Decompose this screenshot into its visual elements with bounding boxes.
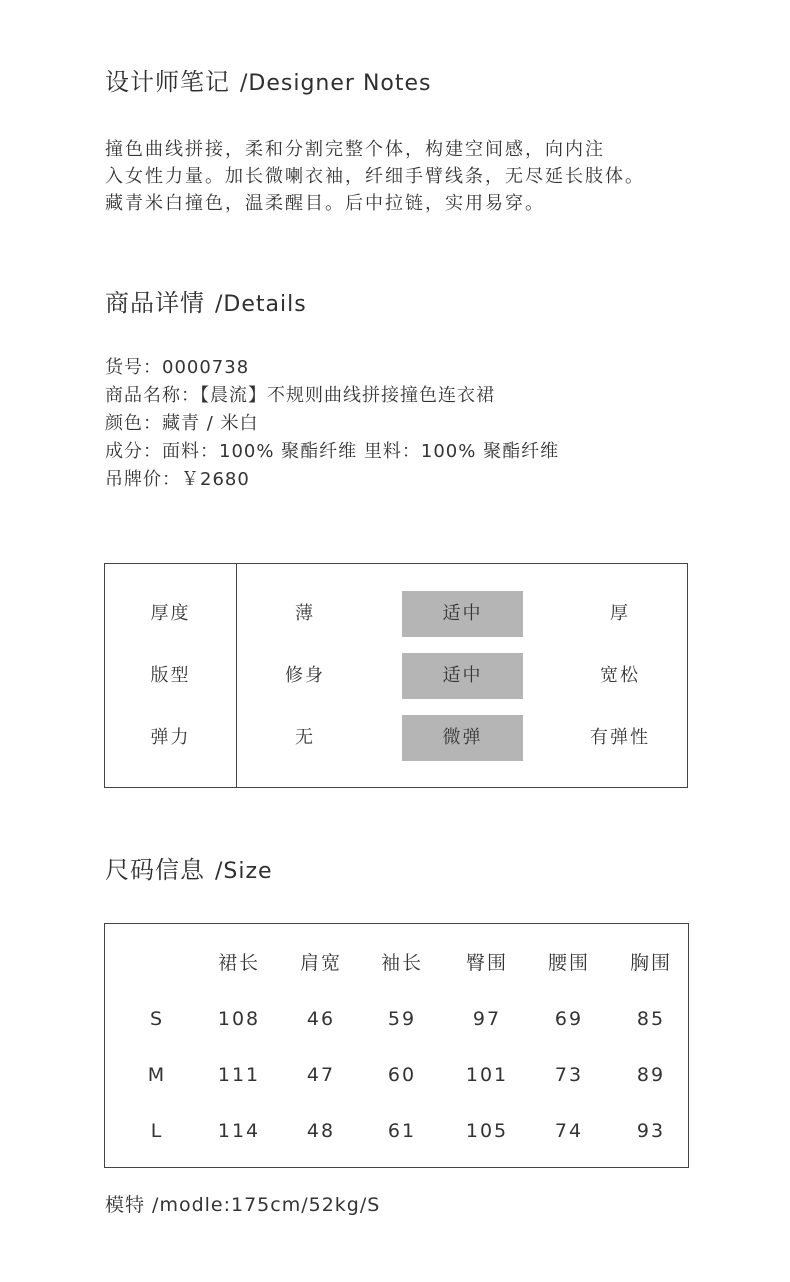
attribute-row-elasticity xyxy=(105,715,687,761)
size-value: 61 xyxy=(387,1120,417,1142)
attribute-option: 薄 xyxy=(295,603,315,624)
details-title-en: /Details xyxy=(215,292,307,317)
details-title-cn: 商品详情 xyxy=(105,289,205,317)
size-header: 腰围 xyxy=(547,952,590,974)
details-line-price: 吊牌价：￥2680 xyxy=(105,469,250,490)
size-title-en: /Size xyxy=(215,859,273,884)
attribute-option: 适中 xyxy=(402,591,523,637)
size-value: 74 xyxy=(554,1120,584,1142)
size-header: 肩宽 xyxy=(299,952,342,974)
size-label: L xyxy=(150,1120,164,1142)
size-value: 105 xyxy=(465,1120,509,1142)
attribute-label: 版型 xyxy=(150,665,191,686)
size-title xyxy=(105,850,273,885)
size-value: 97 xyxy=(472,1008,502,1030)
attribute-label: 弹力 xyxy=(150,727,191,748)
attribute-row-fit xyxy=(105,653,687,699)
designer-notes-title xyxy=(105,62,431,97)
size-value: 101 xyxy=(465,1064,509,1086)
size-table xyxy=(104,923,689,1168)
notes-line: 藏青米白撞色，温柔醒目。后中拉链，实用易穿。 xyxy=(105,193,545,214)
notes-line: 撞色曲线拼接，柔和分割完整个体，构建空间感，向内注 xyxy=(105,139,605,160)
size-value: 89 xyxy=(636,1064,666,1086)
size-value: 108 xyxy=(217,1008,261,1030)
size-label: S xyxy=(149,1008,165,1030)
size-value: 69 xyxy=(554,1008,584,1030)
size-title-cn: 尺码信息 xyxy=(105,856,205,884)
details-list xyxy=(105,354,559,494)
size-value: 60 xyxy=(387,1064,417,1086)
notes-line: 入女性力量。加长微喇衣袖，纤细手臂线条，无尽延长肢体。 xyxy=(105,166,645,187)
size-value: 73 xyxy=(554,1064,584,1086)
size-value: 114 xyxy=(217,1120,261,1142)
size-value: 85 xyxy=(636,1008,666,1030)
details-title xyxy=(105,283,307,318)
size-value: 48 xyxy=(306,1120,336,1142)
size-label: M xyxy=(147,1064,167,1086)
details-line-name: 商品名称：【晨流】不规则曲线拼接撞色连衣裙 xyxy=(105,385,495,406)
size-header: 裙长 xyxy=(217,952,260,974)
size-value: 111 xyxy=(217,1064,261,1086)
attribute-row-thickness xyxy=(105,591,687,637)
designer-notes-title-en: /Designer Notes xyxy=(240,71,432,96)
size-value: 47 xyxy=(306,1064,336,1086)
attribute-option: 无 xyxy=(295,727,315,748)
details-line-material: 成分：面料：100% 聚酯纤维 里料：100% 聚酯纤维 xyxy=(105,441,560,462)
designer-notes-text xyxy=(105,136,645,217)
size-header: 臀围 xyxy=(465,952,508,974)
attribute-option: 适中 xyxy=(402,653,523,699)
size-header: 袖长 xyxy=(380,952,423,974)
attribute-option: 修身 xyxy=(285,665,325,686)
designer-notes-title-cn: 设计师笔记 xyxy=(105,68,230,96)
details-line-sku: 货号：0000738 xyxy=(105,357,250,378)
attribute-table xyxy=(104,563,688,788)
size-value: 93 xyxy=(636,1120,666,1142)
size-value: 46 xyxy=(306,1008,336,1030)
model-info: 模特 /modle:175cm/52kg/S xyxy=(105,1194,381,1216)
attribute-label: 厚度 xyxy=(150,603,191,624)
attribute-option: 微弹 xyxy=(402,715,523,761)
attribute-option: 宽松 xyxy=(600,665,640,686)
size-header: 胸围 xyxy=(629,952,672,974)
attribute-option: 有弹性 xyxy=(590,727,650,748)
size-value: 59 xyxy=(387,1008,417,1030)
details-line-color: 颜色：藏青 / 米白 xyxy=(105,413,259,434)
attribute-option: 厚 xyxy=(610,603,630,624)
